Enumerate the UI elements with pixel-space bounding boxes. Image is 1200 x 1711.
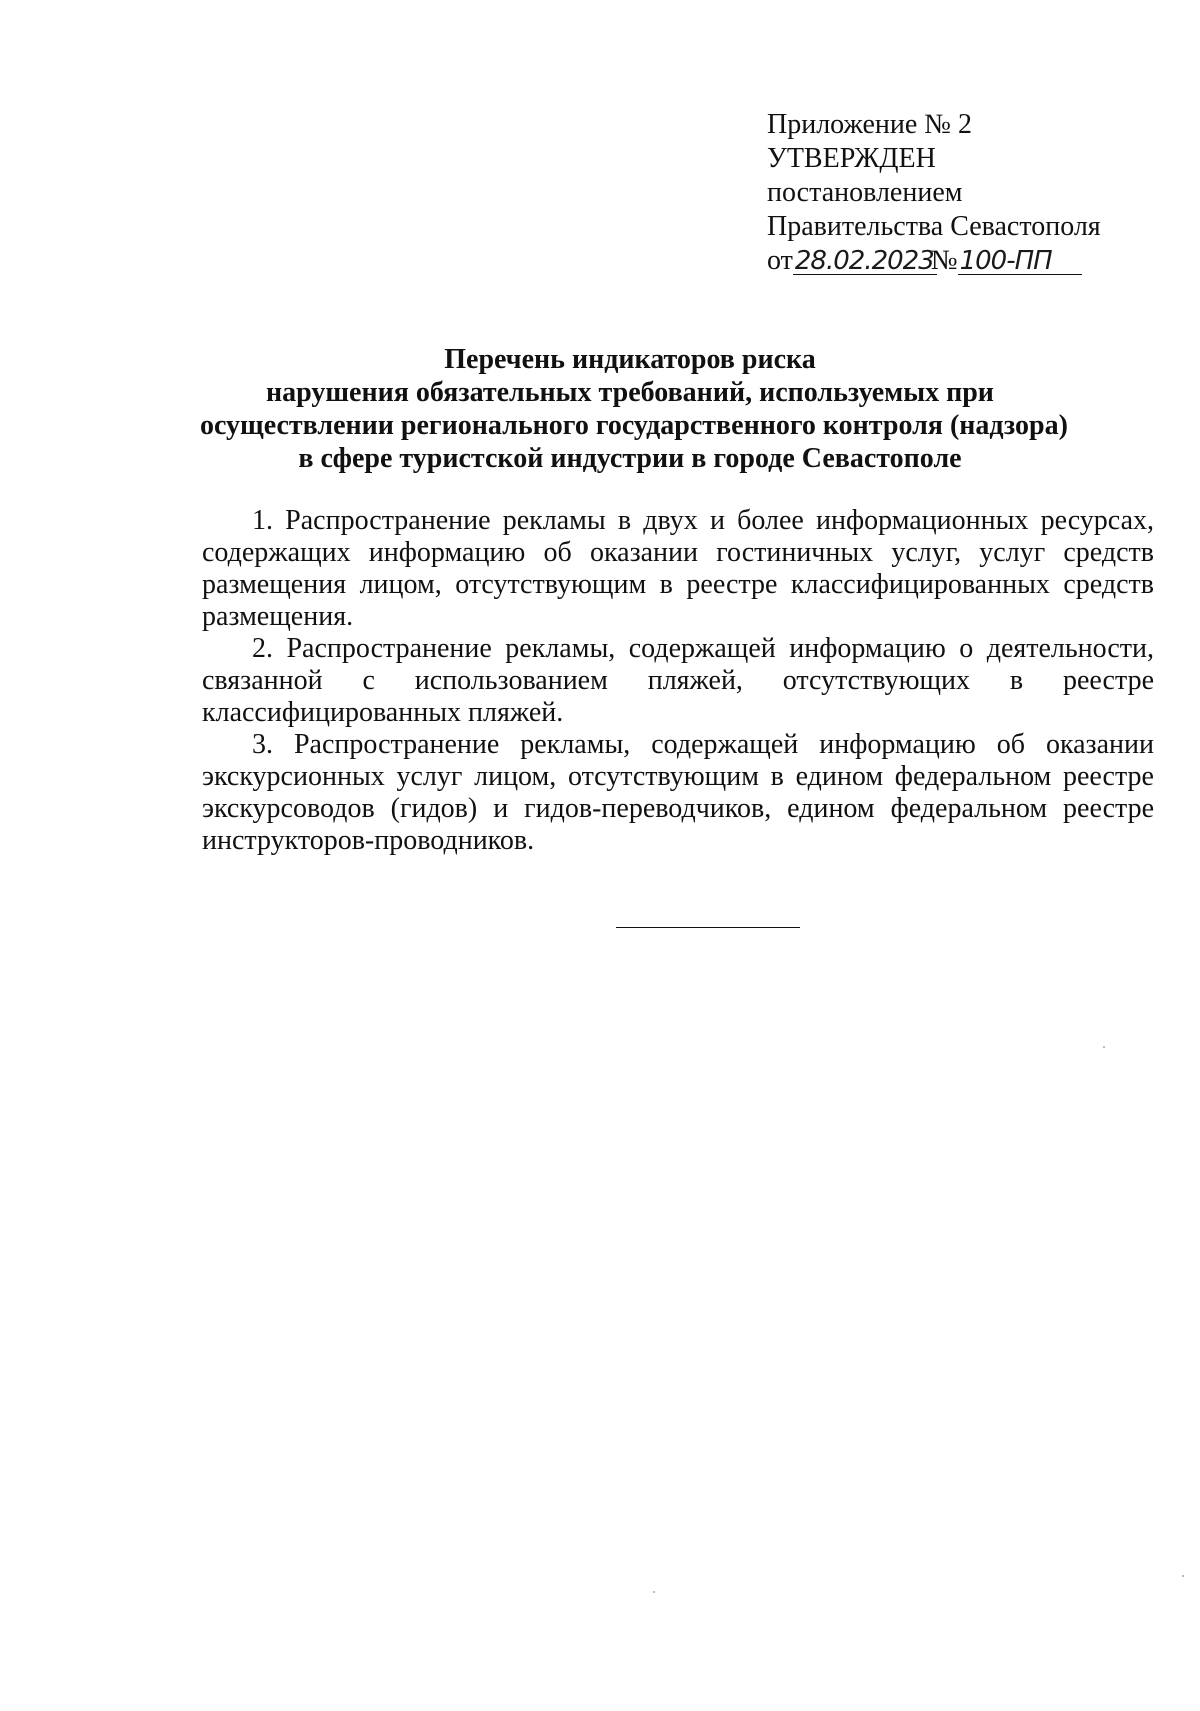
title-line-3: осуществлении регионального государственного контроля (надзора) xyxy=(200,410,1068,441)
resolution-label: постановлением xyxy=(767,177,963,208)
scan-speck xyxy=(1103,1046,1105,1048)
title-line-4: в сфере туристской индустрии в городе Севастополе xyxy=(298,443,962,474)
approved-label: УТВЕРЖДЕН xyxy=(767,143,936,174)
document-body xyxy=(202,505,1154,857)
list-item: 2. Распространение рекламы, содержащей информацию о деятельности, связанной с использованием пляжей, отсутствующих в реестре классифицированных пляжей. xyxy=(202,633,1154,728)
handwritten-number: 100-ПП xyxy=(958,248,1082,275)
government-label: Правительства Севастополя xyxy=(767,211,1101,242)
number-sign: № xyxy=(930,245,958,276)
list-item: 1. Распространение рекламы в двух и более информационных ресурсах, содержащих информацию об оказании гостиничных услуг, услуг средств размещения лицом, отсутствующим в реестре классифицированных средств размещения. xyxy=(202,505,1154,632)
date-number-line xyxy=(767,244,1167,278)
document-title xyxy=(200,343,1068,475)
scan-speck xyxy=(1182,1575,1184,1577)
title-line-1: Перечень индикаторов риска xyxy=(444,344,816,375)
scan-speck xyxy=(653,1591,655,1593)
closing-divider xyxy=(616,927,800,928)
approval-stamp-block xyxy=(767,108,1167,278)
annex-number: Приложение № 2 xyxy=(767,109,972,140)
from-prefix: от xyxy=(767,245,793,276)
title-line-2: нарушения обязательных требований, используемых при xyxy=(266,377,994,408)
list-item: 3. Распространение рекламы, содержащей информацию об оказании экскурсионных услуг лицом, отсутствующим в едином федеральном реестре экскурсоводов (гидов) и гидов-переводчиков, едином федеральном реестре инструкторов-проводников. xyxy=(202,729,1154,856)
handwritten-date: 28.02.2023 xyxy=(793,248,937,275)
